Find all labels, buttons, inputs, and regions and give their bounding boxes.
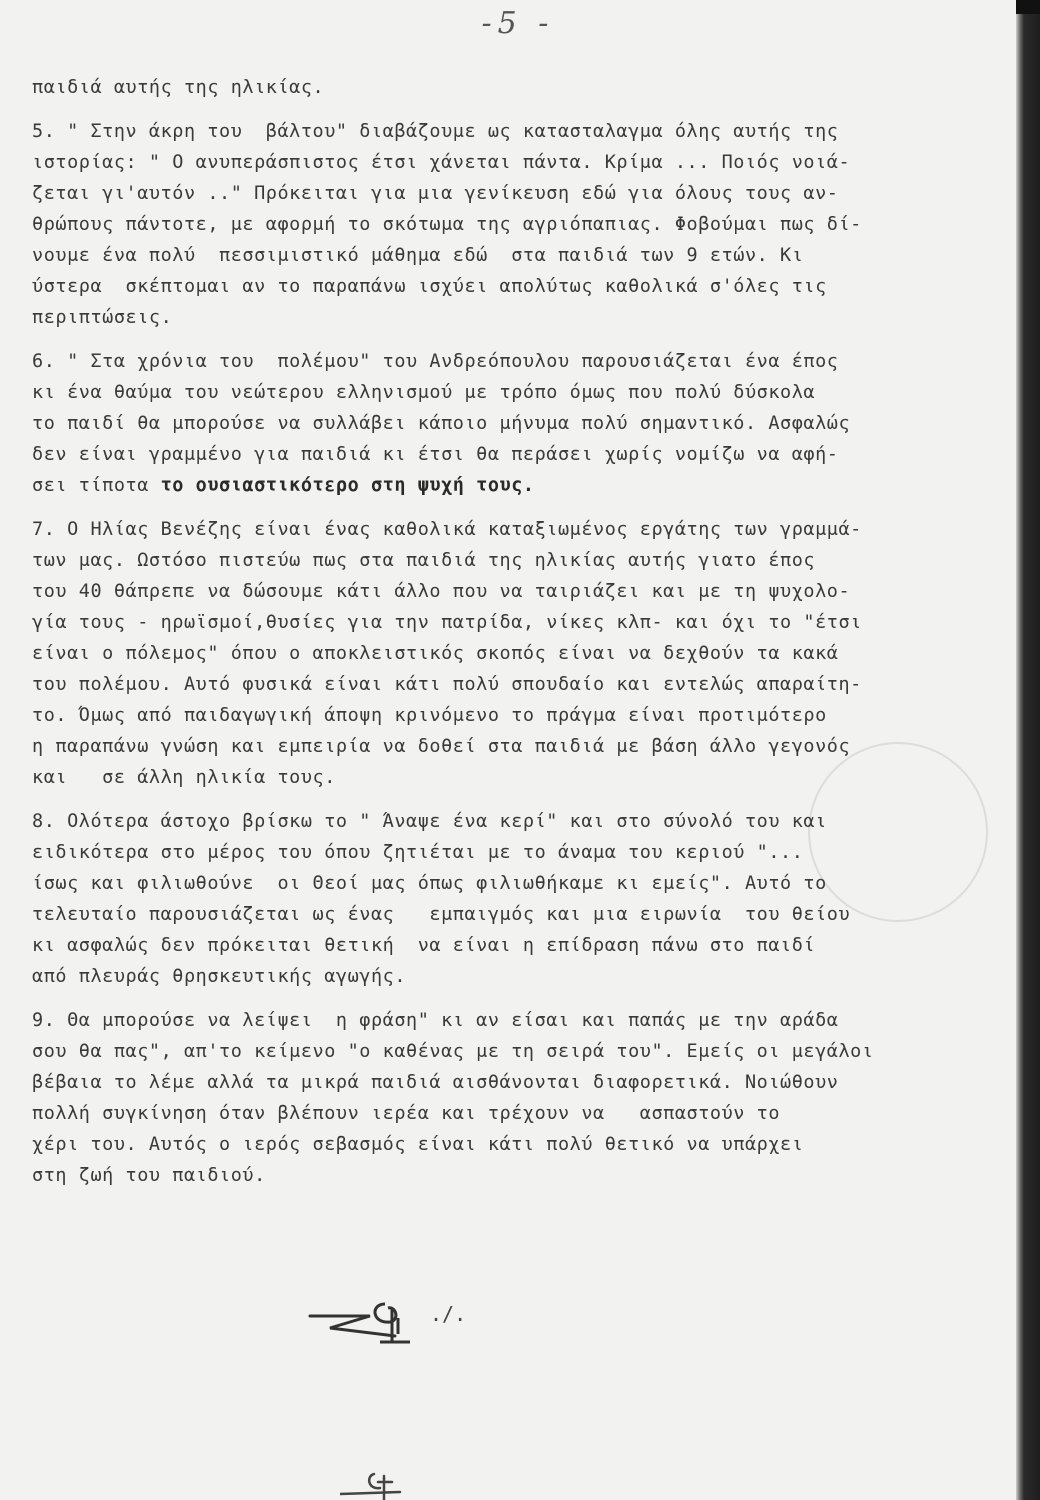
text-line: 9. Θα μπορούσε να λείψει η φράση" κι αν είσαι και παπάς με την αράδα	[32, 1010, 839, 1031]
text-line: των μας. Ωστόσο πιστεύω πως στα παιδιά της ηλικίας αυτής γιατο έπος	[32, 550, 816, 571]
text-line: δεν είναι γραμμένο για παιδιά κι έτσι θα περάσει χωρίς νομίζω να αφή-	[32, 444, 839, 465]
text-line: κι ασφαλώς δεν πρόκειται θετική να είναι η επίδραση πάνω στο παιδί	[32, 935, 816, 956]
text-line: γία τους - ηρωϊσμοί,θυσίες για την πατρίδα, νίκες κλπ- και όχι το "έτσι	[32, 612, 862, 633]
text-line: θρώπους πάντοτε, με αφορμή το σκότωμα της αγριόπαπιας. Φοβούμαι πως δί-	[32, 214, 862, 235]
binder-spine-top	[1016, 0, 1040, 14]
text-line: ίσως και φιλιωθούνε οι Θεοί μας όπως φιλιωθήκαμε κι εμείς". Αυτό το	[32, 873, 827, 894]
page-number: -5 -	[481, 6, 555, 41]
text-line: και σε άλλη ηλικία τους.	[32, 767, 336, 788]
signature-mark: ./.	[430, 1302, 467, 1326]
text-line	[32, 470, 992, 501]
text-line: παιδιά αυτής της ηλικίας.	[32, 77, 325, 98]
text-line: ειδικότερα στο μέρος του όπου ζητιέται με το άναμα του κεριού "...	[32, 842, 804, 863]
text-line: περιπτώσεις.	[32, 307, 173, 328]
paragraph-6	[32, 346, 992, 501]
text-line: το παιδί θα μπορούσε να συλλάβει κάποιο μήνυμα πολύ σημαντικό. Ασφαλώς	[32, 413, 851, 434]
text-line: η παραπάνω γνώση και εμπειρία να δοθεί στα παιδιά με βάση άλλο γεγονός	[32, 736, 851, 757]
paragraph-8	[32, 806, 992, 992]
paragraph-9	[32, 1005, 992, 1191]
text-line: ζεται γι'αυτόν .." Πρόκειται για μια γενίκευση εδώ για όλους τους αν-	[32, 183, 839, 204]
text-line: του 40 θάπρεπε να δώσουμε κάτι άλλο που να ταιριάζει και με τη ψυχολο-	[32, 581, 851, 602]
text-segment: σει τίποτα	[32, 475, 161, 496]
text-line: βέβαια το λέμε αλλά τα μικρά παιδιά αισθάνονται διαφορετικά. Νοιώθουν	[32, 1072, 839, 1093]
paragraph-7	[32, 514, 992, 793]
text-line: κι ένα θαύμα του νεώτερου ελληνισμού με τρόπο όμως που πολύ δύσκολα	[32, 382, 816, 403]
text-line: ύστερα σκέπτομαι αν το παραπάνω ισχύει απολύτως καθολικά σ'όλες τις	[32, 276, 827, 297]
emphasized-text: το ουσιαστικότερο στη ψυχή τους.	[160, 475, 535, 496]
text-line: στη ζωή του παιδιού.	[32, 1165, 266, 1186]
text-line: χέρι του. Αυτός ο ιερός σεβασμός είναι κάτι πολύ θετικό να υπάρχει	[32, 1134, 804, 1155]
bottom-signature-fragment	[340, 1470, 420, 1500]
text-line: τελευταίο παρουσιάζεται ως ένας εμπαιγμός και μια ειρωνία του θείου	[32, 904, 851, 925]
binder-spine	[1016, 0, 1040, 1500]
text-line: το. Όμως από παιδαγωγική άποψη κρινόμενο το πράγμα είναι προτιμότερο	[32, 705, 827, 726]
text-line: 5. " Στην άκρη του βάλτου" διαβάζουμε ως κατασταλαγμα όλης αυτής της	[32, 121, 839, 142]
text-line: 7. Ο Ηλίας Βενέζης είναι ένας καθολικά καταξιωμένος εργάτης των γραμμά-	[32, 519, 862, 540]
text-line: σου θα πας", απ'το κείμενο "ο καθένας με τη σειρά του". Εμείς οι μεγάλοι	[32, 1041, 874, 1062]
text-line: 6. " Στα χρόνια του πολέμου" του Ανδρεόπουλου παρουσιάζεται ένα έπος	[32, 351, 839, 372]
paragraph	[32, 72, 992, 103]
text-line: νουμε ένα πολύ πεσσιμιστικό μάθημα εδώ στα παιδιά των 9 ετών. Κι	[32, 245, 804, 266]
text-line: ιστορίας: " Ο ανυπεράσπιστος έτσι χάνεται πάντα. Κρίμα ... Ποιός νοιά-	[32, 152, 851, 173]
document-body	[32, 72, 992, 1204]
text-line: από πλευράς θρησκευτικής αγωγής.	[32, 966, 407, 987]
text-line: είναι ο πόλεμος" όπου ο αποκλειστικός σκοπός είναι να δεχθούν τα κακά	[32, 643, 839, 664]
paragraph-5	[32, 116, 992, 333]
text-line: πολλή συγκίνηση όταν βλέπουν ιερέα και τρέχουν να ασπαστούν το	[32, 1103, 781, 1124]
text-line: του πολέμου. Αυτό φυσικά είναι κάτι πολύ σπουδαίο και εντελώς απαραίτη-	[32, 674, 862, 695]
text-line: 8. Ολότερα άστοχο βρίσκω το " Άναψε ένα κερί" και στο σύνολό του και	[32, 811, 827, 832]
